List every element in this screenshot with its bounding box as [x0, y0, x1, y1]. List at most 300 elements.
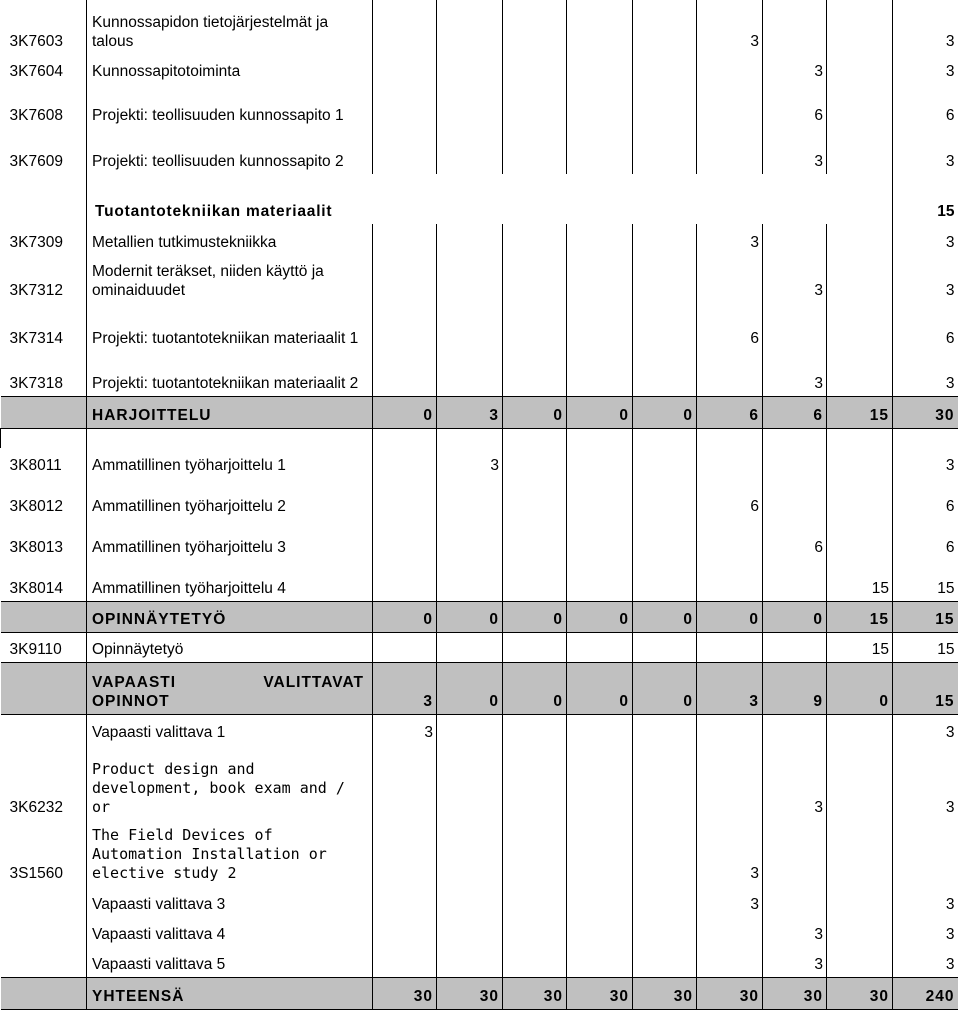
credit-cell: [633, 255, 697, 303]
credit-cell: [763, 714, 827, 745]
credit-cell: [503, 54, 567, 84]
credit-cell: 6: [697, 478, 763, 519]
credit-cell: 6: [697, 396, 763, 428]
credit-cell: [373, 54, 437, 84]
credit-cell: [827, 84, 893, 128]
credit-cell: 0: [567, 662, 633, 714]
credit-cell: [503, 917, 567, 947]
credit-cell: [633, 84, 697, 128]
credit-cell: [437, 174, 503, 224]
credit-cell: 0: [503, 396, 567, 428]
course-code: 3K7609: [9, 153, 63, 170]
empty-cell: [763, 428, 827, 448]
credit-cell: [567, 255, 633, 303]
credit-cell: [503, 448, 567, 478]
course-name: Kunnossapidon tietojärjestelmät ja talous: [87, 0, 373, 54]
credit-cell: [697, 632, 763, 662]
credit-cell: 15: [893, 601, 958, 632]
credit-cell: [437, 560, 503, 601]
credit-cell: [503, 351, 567, 396]
credit-cell: [373, 255, 437, 303]
table-row: [1, 560, 958, 601]
credit-cell: 30: [373, 977, 437, 1009]
credit-cell: 3: [893, 351, 958, 396]
table-body: [1, 0, 958, 1009]
credit-cell: 3: [763, 351, 827, 396]
credit-cell: 6: [763, 396, 827, 428]
credit-cell: 3: [893, 714, 958, 745]
course-name: Modernit teräkset, niiden käyttö ja ominaiduudet: [87, 255, 373, 303]
course-name: The Field Devices of Automation Installation or elective study 2: [87, 820, 373, 886]
table-row: [1, 255, 958, 303]
credit-cell: 3: [893, 745, 958, 820]
course-name: Opinnäytetyö: [87, 632, 373, 662]
course-name: Ammatillinen työharjoittelu 3: [87, 519, 373, 560]
course-code: 3K7608: [9, 107, 63, 124]
credit-cell: [567, 224, 633, 255]
course-code: 3K8014: [9, 579, 63, 597]
credit-cell: 15: [827, 601, 893, 632]
credit-cell: [373, 820, 437, 886]
credit-cell: [503, 478, 567, 519]
credit-cell: [633, 560, 697, 601]
credit-cell: 30: [633, 977, 697, 1009]
credit-cell: [827, 519, 893, 560]
section-row: [1, 174, 958, 224]
credit-cell: [633, 519, 697, 560]
credit-cell: 6: [763, 84, 827, 128]
credit-cell: [373, 224, 437, 255]
course-code: 3K9110: [9, 640, 62, 658]
credit-cell: 3: [893, 54, 958, 84]
credit-cell: [373, 351, 437, 396]
credit-cell: [567, 174, 633, 224]
course-name: Metallien tutkimustekniikka: [87, 224, 373, 255]
table-row: [1, 478, 958, 519]
course-code: [1, 601, 87, 632]
credit-cell: [827, 303, 893, 351]
credit-cell: [763, 224, 827, 255]
credit-cell: [567, 84, 633, 128]
empty-cell: [87, 428, 373, 448]
credit-cell: 15: [893, 632, 958, 662]
credit-cell: [567, 0, 633, 54]
credit-cell: 15: [827, 396, 893, 428]
credit-cell: [567, 917, 633, 947]
course-name: Projekti: tuotantotekniikan materiaalit 2: [87, 351, 373, 396]
table-row: [1, 84, 958, 128]
section-title: HARJOITTELU: [87, 396, 373, 428]
course-code: 3K8013: [9, 539, 63, 556]
course-code: [1, 977, 87, 1009]
credit-cell: 9: [763, 662, 827, 714]
credit-cell: [567, 478, 633, 519]
credit-cell: [437, 224, 503, 255]
credit-cell: [503, 947, 567, 977]
course-code: [1, 174, 87, 224]
credit-cell: [503, 519, 567, 560]
credit-cell: [633, 0, 697, 54]
credit-cell: 3: [763, 255, 827, 303]
credit-cell: 15: [893, 174, 958, 224]
credit-cell: [437, 886, 503, 917]
credit-cell: 3: [697, 0, 763, 54]
table-row: [1, 947, 958, 977]
course-code: 3K8012: [9, 498, 63, 515]
credit-cell: 240: [893, 977, 958, 1009]
credit-cell: [697, 84, 763, 128]
credit-cell: [697, 255, 763, 303]
credit-cell: [763, 478, 827, 519]
course-code: [1, 662, 87, 714]
course-code: [1, 947, 87, 977]
credit-cell: [503, 303, 567, 351]
credit-cell: [567, 947, 633, 977]
credit-cell: 3: [697, 662, 763, 714]
section-row: [1, 977, 958, 1009]
credit-cell: [697, 448, 763, 478]
credit-cell: [437, 351, 503, 396]
course-name: Ammatillinen työharjoittelu 2: [87, 478, 373, 519]
course-name: Vapaasti valittava 3: [87, 886, 373, 917]
credit-cell: 3: [697, 820, 763, 886]
empty-cell: [1, 428, 87, 448]
credit-cell: [633, 224, 697, 255]
credit-cell: [373, 0, 437, 54]
credit-cell: 30: [697, 977, 763, 1009]
credit-cell: [763, 303, 827, 351]
credit-cell: [827, 947, 893, 977]
credit-cell: [567, 519, 633, 560]
credit-cell: [633, 745, 697, 820]
table-row: [1, 54, 958, 84]
credit-cell: 6: [763, 519, 827, 560]
course-name: Projekti: teollisuuden kunnossapito 2: [87, 128, 373, 174]
credit-cell: [827, 478, 893, 519]
credit-cell: 0: [373, 396, 437, 428]
credit-cell: [633, 947, 697, 977]
credit-cell: 0: [437, 662, 503, 714]
credit-cell: [893, 820, 958, 886]
credit-cell: [437, 714, 503, 745]
credit-cell: 0: [763, 601, 827, 632]
credit-cell: [503, 174, 567, 224]
credit-cell: [633, 448, 697, 478]
credit-cell: 0: [567, 601, 633, 632]
credit-cell: 3: [893, 255, 958, 303]
course-name: Ammatillinen työharjoittelu 4: [87, 560, 373, 601]
credit-cell: [697, 174, 763, 224]
credit-cell: [697, 560, 763, 601]
credit-cell: 15: [827, 632, 893, 662]
credit-cell: [437, 478, 503, 519]
credit-cell: [437, 54, 503, 84]
credit-cell: [697, 519, 763, 560]
course-code: 3K7604: [9, 63, 63, 80]
credit-cell: 3: [437, 448, 503, 478]
credit-cell: 3: [763, 54, 827, 84]
table-row: [1, 886, 958, 917]
credit-cell: [827, 0, 893, 54]
credit-cell: [567, 351, 633, 396]
section-row: [1, 662, 958, 714]
credit-cell: [827, 745, 893, 820]
empty-cell: [567, 428, 633, 448]
credit-cell: [373, 745, 437, 820]
credit-cell: [633, 820, 697, 886]
credit-cell: [567, 303, 633, 351]
credit-cell: [567, 886, 633, 917]
credit-cell: 3: [437, 396, 503, 428]
table-row: [1, 0, 958, 54]
credit-cell: 3: [763, 917, 827, 947]
table-row: [1, 745, 958, 820]
credit-cell: 3: [763, 947, 827, 977]
credit-cell: 15: [893, 560, 958, 601]
credit-cell: 30: [437, 977, 503, 1009]
credit-cell: [827, 714, 893, 745]
credit-cell: 0: [503, 601, 567, 632]
credit-cell: [697, 745, 763, 820]
credit-cell: [373, 84, 437, 128]
credit-cell: [567, 745, 633, 820]
table-row: [1, 448, 958, 478]
credit-cell: [437, 947, 503, 977]
credit-cell: [503, 886, 567, 917]
empty-cell: [827, 428, 893, 448]
course-name: Projekti: tuotantotekniikan materiaalit 1: [87, 303, 373, 351]
course-name: Kunnossapitotoiminta: [87, 54, 373, 84]
credit-cell: [503, 714, 567, 745]
credit-cell: [827, 174, 893, 224]
course-name: Vapaasti valittava 4: [87, 917, 373, 947]
empty-cell: [697, 428, 763, 448]
credit-cell: 3: [893, 128, 958, 174]
course-code: 3K7312: [9, 282, 63, 299]
credit-cell: [827, 255, 893, 303]
credit-cell: [373, 519, 437, 560]
credit-cell: [697, 714, 763, 745]
credit-cell: [437, 303, 503, 351]
credit-cell: [503, 128, 567, 174]
empty-cell: [373, 428, 437, 448]
section-title-part: VAPAASTI: [92, 673, 177, 691]
credit-cell: 3: [893, 886, 958, 917]
credit-cell: [373, 560, 437, 601]
credit-cell: [373, 886, 437, 917]
credit-cell: [503, 820, 567, 886]
section-title: Tuotantotekniikan materiaalit: [87, 174, 373, 224]
credit-cell: [827, 351, 893, 396]
course-name: Vapaasti valittava 5: [87, 947, 373, 977]
section-title: [87, 662, 373, 714]
credit-cell: [827, 886, 893, 917]
credit-cell: 3: [373, 714, 437, 745]
credit-cell: 0: [503, 662, 567, 714]
credit-cell: [697, 54, 763, 84]
credit-cell: [437, 255, 503, 303]
credit-cell: [827, 54, 893, 84]
credit-cell: [697, 947, 763, 977]
credit-cell: [503, 0, 567, 54]
credit-cell: [763, 886, 827, 917]
credit-cell: 6: [893, 478, 958, 519]
course-code: 3K7603: [9, 33, 63, 50]
credit-cell: [567, 632, 633, 662]
table-row: [1, 917, 958, 947]
credit-cell: [437, 632, 503, 662]
credit-cell: 3: [893, 917, 958, 947]
section-title-part: VALITTAVAT: [263, 673, 364, 691]
credit-cell: 3: [697, 886, 763, 917]
credit-cell: 6: [893, 519, 958, 560]
credit-cell: [633, 174, 697, 224]
credit-cell: [827, 224, 893, 255]
credit-cell: [373, 303, 437, 351]
credit-cell: [503, 224, 567, 255]
credit-cell: [373, 917, 437, 947]
course-code: 3K6232: [9, 799, 63, 816]
course-name: Ammatillinen työharjoittelu 1: [87, 448, 373, 478]
credit-cell: [437, 84, 503, 128]
credit-cell: [437, 519, 503, 560]
credit-cell: [567, 820, 633, 886]
course-code: [1, 917, 87, 947]
section-title: YHTEENSÄ: [87, 977, 373, 1009]
credit-cell: 0: [697, 601, 763, 632]
credit-cell: 0: [437, 601, 503, 632]
credit-cell: 3: [893, 448, 958, 478]
credit-cell: [567, 714, 633, 745]
empty-cell: [633, 428, 697, 448]
credit-cell: 6: [893, 303, 958, 351]
credit-cell: 30: [503, 977, 567, 1009]
credit-cell: 0: [567, 396, 633, 428]
credit-cell: [633, 917, 697, 947]
credit-cell: [763, 0, 827, 54]
credit-cell: [827, 448, 893, 478]
course-name: Product design and development, book exam and / or: [87, 745, 373, 820]
credit-cell: 3: [697, 224, 763, 255]
credit-cell: 3: [763, 745, 827, 820]
credit-cell: [567, 128, 633, 174]
course-code: 3S1560: [9, 865, 63, 882]
credit-cell: [633, 714, 697, 745]
credit-cell: [633, 632, 697, 662]
spacer-row: [1, 428, 958, 448]
course-code: [1, 886, 87, 917]
credit-cell: 0: [827, 662, 893, 714]
credit-cell: 0: [633, 662, 697, 714]
credit-cell: 3: [893, 0, 958, 54]
credit-cell: 0: [633, 396, 697, 428]
table-row: [1, 820, 958, 886]
credit-cell: [503, 84, 567, 128]
course-name: Vapaasti valittava 1: [87, 714, 373, 745]
credit-cell: [763, 448, 827, 478]
table-row: [1, 714, 958, 745]
table-row: [1, 632, 958, 662]
course-code: 3K7318: [9, 374, 63, 392]
table-row: [1, 519, 958, 560]
credit-cell: 3: [893, 947, 958, 977]
credit-cell: [827, 128, 893, 174]
credit-cell: 15: [827, 560, 893, 601]
empty-cell: [893, 428, 958, 448]
credit-cell: [373, 128, 437, 174]
course-code: 3K7314: [9, 330, 63, 347]
table-row: [1, 303, 958, 351]
credit-cell: [373, 947, 437, 977]
section-row: [1, 396, 958, 428]
credit-cell: [437, 0, 503, 54]
credit-cell: [633, 478, 697, 519]
course-name: Projekti: teollisuuden kunnossapito 1: [87, 84, 373, 128]
credit-cell: [633, 128, 697, 174]
credit-cell: [503, 255, 567, 303]
credit-cell: [503, 632, 567, 662]
empty-cell: [503, 428, 567, 448]
credit-cell: 6: [697, 303, 763, 351]
table-row: [1, 128, 958, 174]
credit-cell: 30: [567, 977, 633, 1009]
course-code: 3K8011: [9, 457, 62, 474]
credit-cell: 6: [893, 84, 958, 128]
credit-cell: [697, 917, 763, 947]
credit-cell: [827, 917, 893, 947]
credit-cell: [373, 174, 437, 224]
section-title-part: OPINNOT: [92, 692, 170, 710]
credit-cell: [503, 560, 567, 601]
credit-cell: [633, 54, 697, 84]
credit-cell: [763, 632, 827, 662]
table-row: [1, 224, 958, 255]
credit-cell: [827, 820, 893, 886]
section-title: OPINNÄYTETYÖ: [87, 601, 373, 632]
credit-cell: 3: [893, 224, 958, 255]
credit-cell: [633, 351, 697, 396]
course-code: 3K7309: [9, 234, 63, 251]
credit-cell: [633, 303, 697, 351]
credit-cell: 15: [893, 662, 958, 714]
credit-cell: [437, 128, 503, 174]
section-row: [1, 601, 958, 632]
credit-cell: [437, 820, 503, 886]
credit-cell: [633, 886, 697, 917]
credit-cell: [567, 448, 633, 478]
course-code: [1, 396, 87, 428]
credit-cell: [567, 54, 633, 84]
credit-cell: [763, 820, 827, 886]
credit-cell: [373, 448, 437, 478]
empty-cell: [437, 428, 503, 448]
credit-cell: [437, 745, 503, 820]
credit-cell: 3: [763, 128, 827, 174]
credit-cell: 0: [373, 601, 437, 632]
credit-cell: 30: [763, 977, 827, 1009]
credit-cell: [763, 174, 827, 224]
credit-cell: 30: [827, 977, 893, 1009]
credit-cell: [437, 917, 503, 947]
credit-cell: [763, 560, 827, 601]
credit-cell: [697, 351, 763, 396]
table-row: [1, 351, 958, 396]
credit-cell: [697, 128, 763, 174]
credit-cell: [373, 632, 437, 662]
course-code: [1, 714, 87, 745]
credit-cell: [503, 745, 567, 820]
credit-cell: 3: [373, 662, 437, 714]
